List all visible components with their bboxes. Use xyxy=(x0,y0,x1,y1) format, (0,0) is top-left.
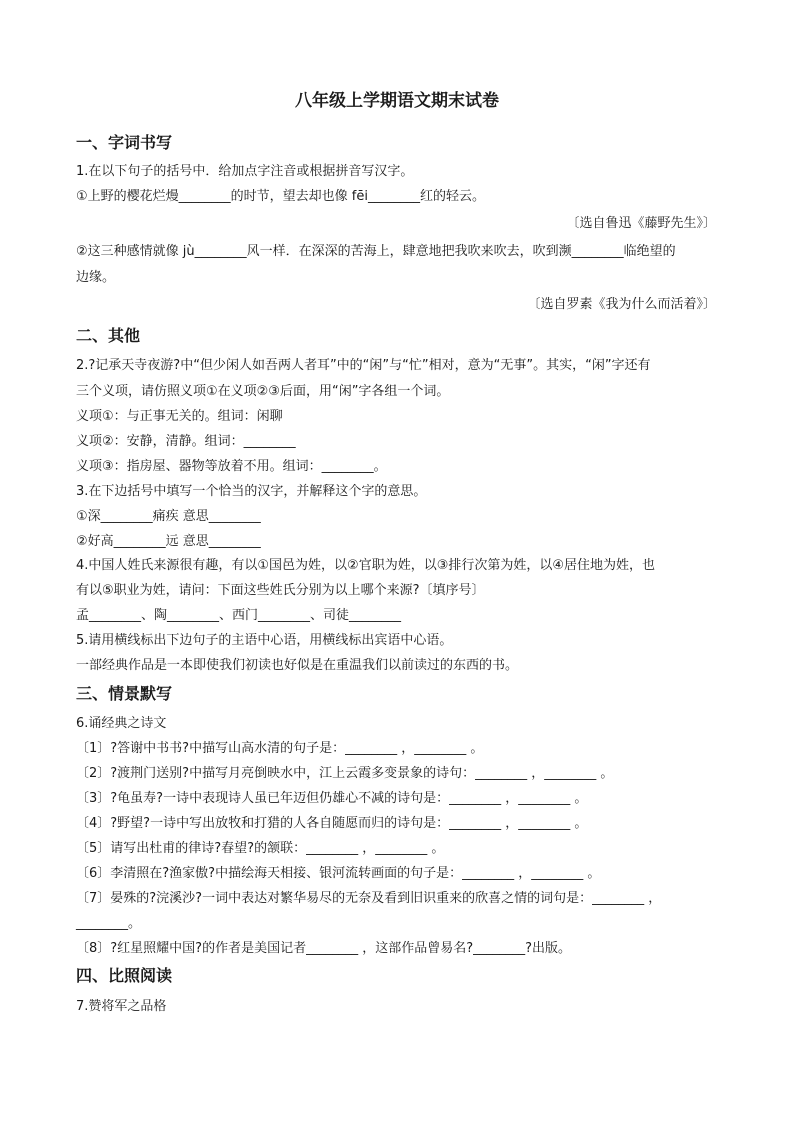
question-6-item-4: 〔4〕?野望?一诗中写出放牧和打猎的人各自随愿而归的诗句是：________ ，________ 。 xyxy=(76,816,588,831)
question-6-item-3: 〔3〕?龟虽寿?一诗中表现诗人虽已年迈但仍雄心不减的诗句是：________ ，________ 。 xyxy=(76,791,588,806)
question-6-item-1: 〔1〕?答谢中书书?中描写山高水清的句子是：________ ，________ 。 xyxy=(76,741,484,756)
section-heading-scene-recitation: 三、情景默写 xyxy=(76,684,173,703)
question-7-prompt: 7.赞将军之品格 xyxy=(76,999,167,1014)
question-6-item-2: 〔2〕?渡荆门送别?中描写月亮倒映水中，江上云霞多变景象的诗句：________ ，________ 。 xyxy=(76,766,614,781)
question-1-sentence-1: ①上野的樱花烂熳________的时节，望去却也像 fēi________红的轻云。 xyxy=(76,189,485,204)
question-1-source-2: 〔选自罗素《我为什么而活着》〕 xyxy=(527,297,716,312)
question-1-source-1: 〔选自鲁迅《藤野先生》〕 xyxy=(566,216,716,231)
question-2-line-2: 三个义项，请仿照义项①在义项②③后面，用“闲”字各组一个词。 xyxy=(76,384,450,399)
question-2-item-2: 义项②：安静，清静。组词：________ xyxy=(76,434,296,449)
question-6-item-7-cont: ________。 xyxy=(76,916,142,931)
question-6-item-8: 〔8〕?红星照耀中国?的作者是美国记者________ ，这部作品曾易名?________?出版。 xyxy=(76,941,572,956)
question-3-item-b: ②好高________远 意思________ xyxy=(76,534,261,549)
question-3-item-a: ①深________痛疾 意思________ xyxy=(76,509,261,524)
question-6-item-5: 〔5〕请写出杜甫的律诗?春望?的颔联：________ ，________ 。 xyxy=(76,841,445,856)
question-1-prompt: 1.在以下句子的括号中．给加点字注音或根据拼音写汉字。 xyxy=(76,164,414,179)
question-2-line-1: 2.?记承天寺夜游?中“但少闲人如吾两人者耳”中的“闲”与“忙”相对，意为“无事”。其实，“闲”字还有 xyxy=(76,358,651,373)
section-heading-other: 二、其他 xyxy=(76,326,141,345)
question-6-item-7: 〔7〕晏殊的?浣溪沙?一词中表达对繁华易尽的无奈及看到旧识重来的欣喜之情的词句是：________ ， xyxy=(76,891,662,906)
question-4-line-3: 孟________、陶________、西门________、司徒________ xyxy=(76,608,402,623)
question-6-item-6: 〔6〕李清照在?渔家傲?中描绘海天相接、银河流转画面的句子是：________ ，________ 。 xyxy=(76,866,601,881)
question-6-prompt: 6.诵经典之诗文 xyxy=(76,716,167,731)
question-5-prompt: 5.请用横线标出下边句子的主语中心语，用横线标出宾语中心语。 xyxy=(76,633,453,648)
question-1-sentence-2: ②这三种感情就像 jù________风一样．在深深的苦海上，肆意地把我吹来吹去，吹到濒________临绝望的 xyxy=(76,244,676,259)
question-4-line-2: 有以⑤职业为姓，请问：下面这些姓氏分别为以上哪个来源?〔填序号〕 xyxy=(76,583,485,598)
section-heading-word-writing: 一、字词书写 xyxy=(76,133,173,152)
question-2-item-3: 义项③：指房屋、器物等放着不用。组词：________。 xyxy=(76,459,387,474)
question-4-line-1: 4.中国人姓氏来源很有趣，有以①国邑为姓，以②官职为姓，以③排行次第为姓，以④居住地为姓，也 xyxy=(76,558,656,573)
question-1-sentence-2-cont: 边缘。 xyxy=(76,270,116,285)
question-2-item-1: 义项①：与正事无关的。组词：闲聊 xyxy=(76,409,283,424)
question-5-sentence: 一部经典作品是一本即使我们初读也好似是在重温我们以前读过的东西的书。 xyxy=(76,658,519,673)
section-heading-comparative-reading: 四、比照阅读 xyxy=(76,966,173,985)
question-3-prompt: 3.在下边括号中填写一个恰当的汉字，并解释这个字的意思。 xyxy=(76,484,427,499)
page-title: 八年级上学期语文期末试卷 xyxy=(295,91,499,111)
